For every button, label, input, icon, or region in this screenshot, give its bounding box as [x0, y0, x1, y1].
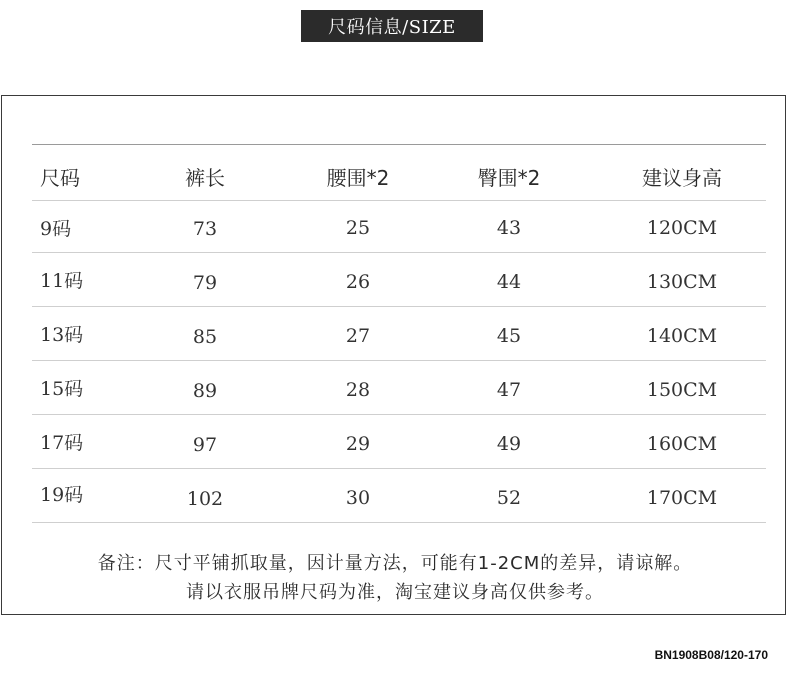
hip-cell: 52: [496, 487, 522, 509]
table-row-divider: [32, 468, 766, 469]
header-suggested-height: 建议身高: [642, 166, 722, 190]
waist-cell: 28: [345, 379, 371, 401]
hip-cell: 49: [496, 433, 522, 455]
hip-cell: 43: [496, 217, 522, 239]
pants-length-cell: 102: [186, 488, 224, 510]
size-cell: 9码: [40, 218, 72, 240]
product-code: BN1908B08/120-170: [654, 648, 768, 662]
note-line-2: 请以衣服吊牌尺码为准，淘宝建议身高仅供参考。: [186, 582, 604, 603]
size-cell: 17码: [40, 432, 84, 454]
header-waist: 腰围*2: [326, 166, 390, 190]
header-hip: 臀围*2: [477, 166, 541, 190]
height-cell: 160CM: [646, 433, 718, 455]
pants-length-cell: 97: [192, 434, 218, 456]
table-row-divider: [32, 252, 766, 253]
header-size: 尺码: [40, 166, 80, 190]
height-cell: 130CM: [646, 271, 718, 293]
table-row-divider: [32, 306, 766, 307]
note-line-1: 备注：尺寸平铺抓取量，因计量方法，可能有1-2CM的差异，请谅解。: [97, 553, 693, 574]
waist-cell: 25: [345, 217, 371, 239]
height-cell: 120CM: [646, 217, 718, 239]
size-info-title: 尺码信息/SIZE: [301, 10, 483, 42]
height-cell: 150CM: [646, 379, 718, 401]
hip-cell: 45: [496, 325, 522, 347]
size-cell: 11码: [40, 270, 84, 292]
hip-cell: 44: [496, 271, 522, 293]
table-row-divider: [32, 360, 766, 361]
table-row-divider: [32, 414, 766, 415]
table-top-rule: [32, 144, 766, 145]
pants-length-cell: 73: [192, 218, 218, 240]
pants-length-cell: 79: [192, 272, 218, 294]
height-cell: 140CM: [646, 325, 718, 347]
table-bottom-rule: [32, 522, 766, 523]
waist-cell: 29: [345, 433, 371, 455]
size-cell: 13码: [40, 324, 84, 346]
waist-cell: 27: [345, 325, 371, 347]
pants-length-cell: 85: [192, 326, 218, 348]
hip-cell: 47: [496, 379, 522, 401]
waist-cell: 26: [345, 271, 371, 293]
header-pants-length: 裤长: [185, 166, 225, 190]
pants-length-cell: 89: [192, 380, 218, 402]
size-cell: 19码: [40, 484, 84, 506]
size-cell: 15码: [40, 378, 84, 400]
waist-cell: 30: [345, 487, 371, 509]
height-cell: 170CM: [646, 487, 718, 509]
table-row-divider: [32, 200, 766, 201]
